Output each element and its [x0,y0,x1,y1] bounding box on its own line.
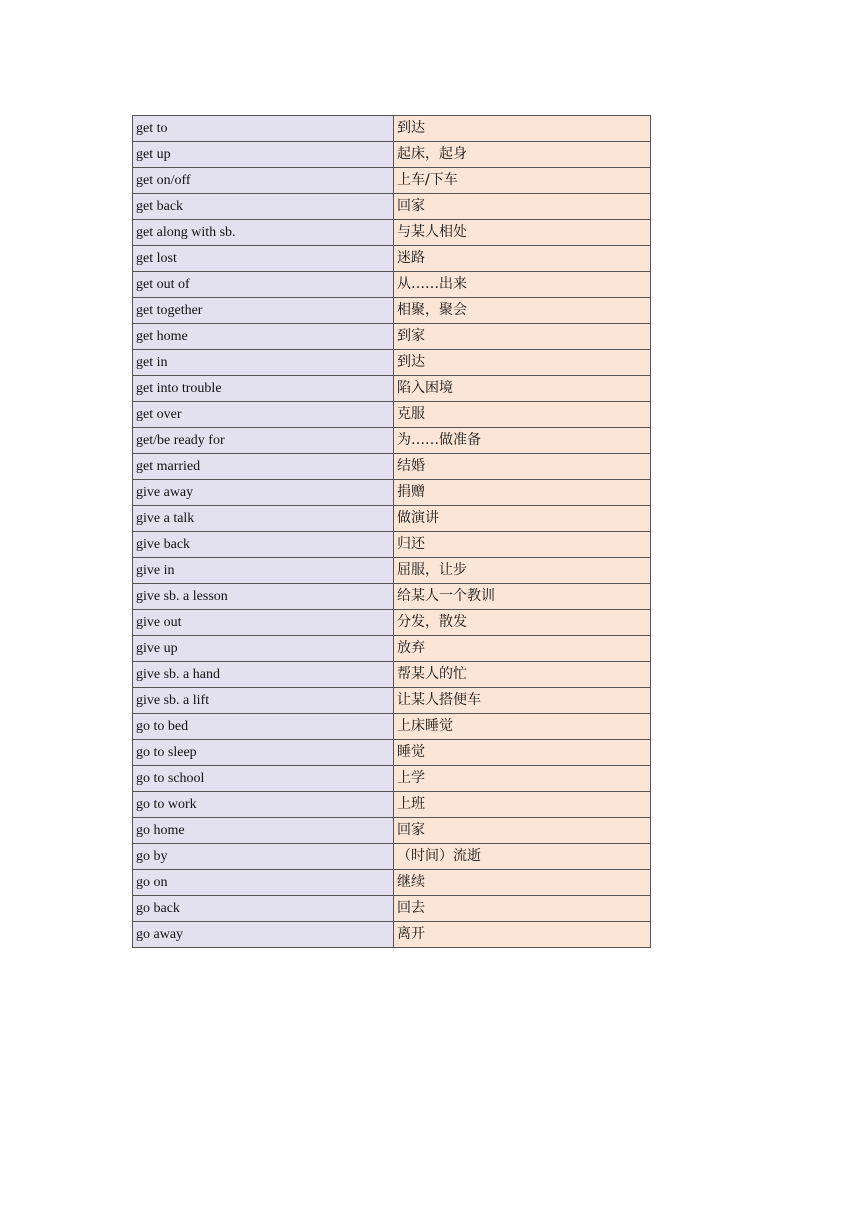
chinese-meaning-cell: 让某人搭便车 [394,688,651,714]
english-phrase-cell: give sb. a lesson [133,584,394,610]
chinese-meaning-cell: 做演讲 [394,506,651,532]
english-phrase-cell: get together [133,298,394,324]
table-row [133,896,651,922]
english-phrase-cell: get out of [133,272,394,298]
table-row [133,298,651,324]
chinese-meaning-cell: 为……做准备 [394,428,651,454]
table-row [133,376,651,402]
table-row [133,688,651,714]
chinese-meaning-cell: 帮某人的忙 [394,662,651,688]
english-phrase-cell: give in [133,558,394,584]
table-row [133,844,651,870]
chinese-meaning-cell: 上床睡觉 [394,714,651,740]
table-row [133,766,651,792]
english-phrase-cell: go to sleep [133,740,394,766]
table-row [133,636,651,662]
english-phrase-cell: give sb. a lift [133,688,394,714]
english-phrase-cell: get on/off [133,168,394,194]
table-row [133,480,651,506]
chinese-meaning-cell: 睡觉 [394,740,651,766]
table-row [133,584,651,610]
chinese-meaning-cell: 给某人一个教训 [394,584,651,610]
chinese-meaning-cell: 上车/下车 [394,168,651,194]
table-row [133,272,651,298]
table-row [133,350,651,376]
chinese-meaning-cell: 克服 [394,402,651,428]
english-phrase-cell: go to school [133,766,394,792]
chinese-meaning-cell: 上班 [394,792,651,818]
english-phrase-cell: get home [133,324,394,350]
table-row [133,246,651,272]
chinese-meaning-cell: 分发，散发 [394,610,651,636]
english-phrase-cell: get up [133,142,394,168]
chinese-meaning-cell: 离开 [394,922,651,948]
english-phrase-cell: get in [133,350,394,376]
table-row [133,714,651,740]
english-phrase-cell: go to bed [133,714,394,740]
english-phrase-cell: give out [133,610,394,636]
phrase-table [132,115,651,948]
english-phrase-cell: get along with sb. [133,220,394,246]
english-phrase-cell: get lost [133,246,394,272]
table-row [133,870,651,896]
english-phrase-cell: give a talk [133,506,394,532]
chinese-meaning-cell: 回家 [394,818,651,844]
english-phrase-cell: go away [133,922,394,948]
phrase-table-body [133,116,651,948]
chinese-meaning-cell: 继续 [394,870,651,896]
chinese-meaning-cell: 与某人相处 [394,220,651,246]
english-phrase-cell: give sb. a hand [133,662,394,688]
table-row [133,116,651,142]
chinese-meaning-cell: 从……出来 [394,272,651,298]
table-row [133,610,651,636]
table-row [133,194,651,220]
english-phrase-cell: get over [133,402,394,428]
english-phrase-cell: go to work [133,792,394,818]
chinese-meaning-cell: 起床，起身 [394,142,651,168]
table-row [133,506,651,532]
table-row [133,168,651,194]
english-phrase-cell: go by [133,844,394,870]
chinese-meaning-cell: 回去 [394,896,651,922]
english-phrase-cell: get/be ready for [133,428,394,454]
table-row [133,324,651,350]
table-row [133,454,651,480]
english-phrase-cell: get back [133,194,394,220]
chinese-meaning-cell: 上学 [394,766,651,792]
english-phrase-cell: give up [133,636,394,662]
chinese-meaning-cell: 到达 [394,116,651,142]
english-phrase-cell: get to [133,116,394,142]
chinese-meaning-cell: 到达 [394,350,651,376]
table-row [133,220,651,246]
table-row [133,922,651,948]
table-row [133,792,651,818]
chinese-meaning-cell: 放弃 [394,636,651,662]
chinese-meaning-cell: 屈服，让步 [394,558,651,584]
english-phrase-cell: give back [133,532,394,558]
english-phrase-cell: go home [133,818,394,844]
chinese-meaning-cell: 回家 [394,194,651,220]
table-row [133,142,651,168]
chinese-meaning-cell: 相聚，聚会 [394,298,651,324]
chinese-meaning-cell: 结婚 [394,454,651,480]
english-phrase-cell: give away [133,480,394,506]
table-row [133,740,651,766]
chinese-meaning-cell: 到家 [394,324,651,350]
table-row [133,532,651,558]
chinese-meaning-cell: 迷路 [394,246,651,272]
english-phrase-cell: get into trouble [133,376,394,402]
table-row [133,428,651,454]
table-row [133,558,651,584]
table-row [133,662,651,688]
english-phrase-cell: go back [133,896,394,922]
table-row [133,402,651,428]
english-phrase-cell: get married [133,454,394,480]
chinese-meaning-cell: 捐赠 [394,480,651,506]
chinese-meaning-cell: （时间）流逝 [394,844,651,870]
english-phrase-cell: go on [133,870,394,896]
chinese-meaning-cell: 陷入困境 [394,376,651,402]
table-row [133,818,651,844]
chinese-meaning-cell: 归还 [394,532,651,558]
